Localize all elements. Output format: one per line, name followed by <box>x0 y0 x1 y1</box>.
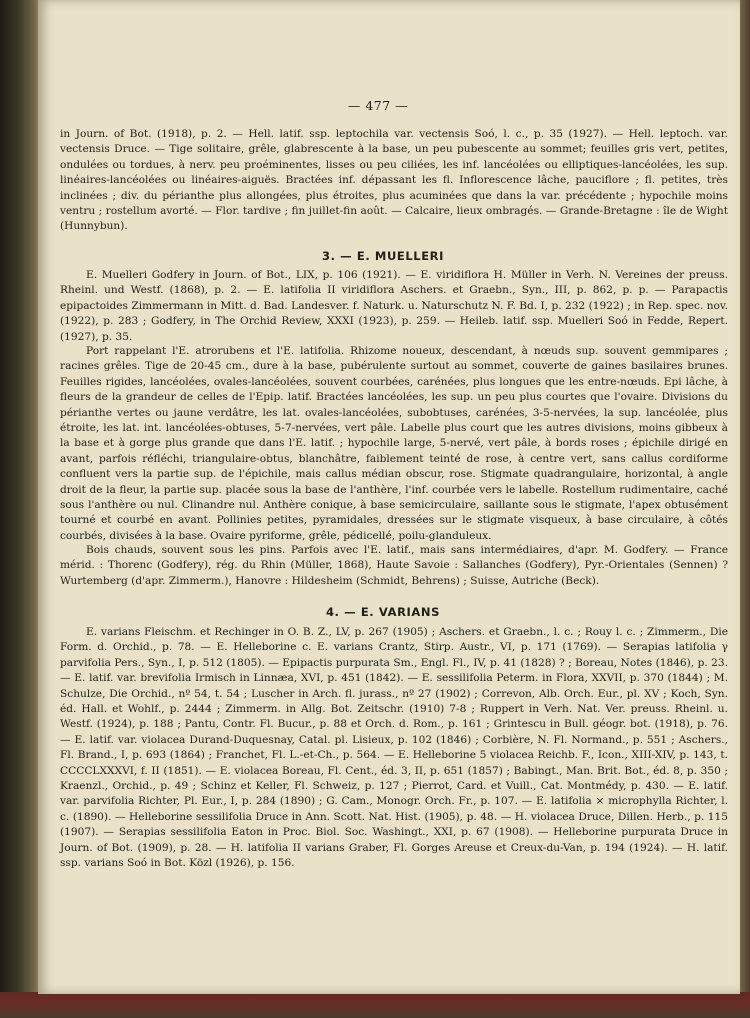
book-page <box>38 0 740 994</box>
section-heading-varians: 4. — E. VARIANS <box>325 605 441 619</box>
muelleri-description-paragraph: Port rappelant l'E. atrorubens et l'E. latifolia. Rhizome noueux, descendant, à nœuds sup. souvent gemmipares ; racines grêles. Tige de 20-45 cm., dure à la base, pubérulente surtout au sommet, couverte de gaines basilaires brunes. Feuilles rigides, lancéolées, ovales-lancéolées, souvent courbées, carénées, plus longues que les entre-nœuds. Epi lâche, à fleurs de la grandeur de celles de l'Epip. latif. Bractées lancéolées, les sup. un peu plus courtes que l'ovaire. Divisions du périanthe vertes ou jaune verdâtre, les lat. ovales-lancéolées, subobtuses, carénées, 3-5-nervées, la sup. lancéolée, plus étroite, les lat. int. lancéolées-obtuses, 5-7-nervées, vert pâle. Labelle plus court que les autres divisions, moins gibbeux à la base et à gorge plus grande que dans l'E. latif. ; hypochile large, 5-nervé, vert pâle, à bords roses ; épichile dirigé en avant, parfois réfléchi, triangulaire-obtus, blanchâtre, faiblement teinté de rose, à centre vert, sans callus cordiforme confluent vers la partie sup. de l'épichile, mais callus médian obscur, rose. Stigmate quadrangulaire, horizontal, à angle droit de la fleur, la partie sup. placée sous la base de l'anthère, l'inf. courbée vers le labelle. Rostellum rudimentaire, caché sous l'anthère ou nul. Clinandre nul. Anthère conique, à base semicirculaire, saillante sous le stigmate, l'apex obtusément tourné et courbé en avant. Pollinies petites, pyramidales, dressées sur le stigmate visqueux, à base circulaire, à côtés courbés, divisées à la base. Ovaire pyriforme, grêle, pédicellé, poilu-glanduleux. <box>60 345 728 542</box>
continuation-paragraph: in Journ. of Bot. (1918), p. 2. — Hell. latif. ssp. leptochila var. vectensis Soó, l. c., p. 35 (1927). — Hell. leptoch. var. vectensis Druce. — Tige solitaire, grêle, glabrescente à la base, un peu pubescente au sommet; feuilles gris vert, petites, ondulées ou tordues, à nerv. peu proéminentes, lisses ou peu ciliées, les inf. lancéolées ou elliptiques-lancéolées, les sup. linéaires-lancéolées ou linéaires-aiguës. Bractées inf. dépassant les fl. Inflorescence lâche, pauciflore ; fl. petites, très inclinées ; div. du périanthe plus allongées, plus étroites, plus acuminées que dans la var. précédente ; hypochile moins ventru ; rostellum avorté. — Flor. tardive ; fin juillet-fin août. — Calcaire, lieux ombragés. — Grande-Bretagne : île de Wight (Hunnybun). <box>60 128 728 233</box>
varians-synonymy-paragraph: E. varians Fleischm. et Rechinger in O. B. Z., LV, p. 267 (1905) ; Aschers. et Graebn., l. c. ; Rouy l. c. ; Zimmerm., Die Form. d. Orchid., p. 78. — E. Helleborine c. E. varians Crantz, Stirp. Austr., VI, p. 171 (1769). — Serapias latifolia γ parvifolia Pers., Syn., I, p. 512 (1805). — Epipactis purpurata Sm., Engl. Fl., IV, p. 41 (1828) ? ; Boreau, Notes (1846), p. 23. — E. latif. var. brevifolia Irmisch in Linnæa, XVI, p. 451 (1842). — E. sessilifolia Peterm. in Flora, XXVII, p. 370 (1844) ; M. Schulze, Die Orchid., nº 54, t. 54 ; Luscher in Arch. fl. jurass., nº 27 (1902) ; Correvon, Alb. Orch. Eur., pl. XV ; Koch, Syn. éd. Hall. et Wohlf., p. 2444 ; Zimmerm. in Allg. Bot. Zeitschr. (1910) 7-8 ; Ruppert in Verh. Nat. Ver. preuss. Rheinl. u. Westf. (1924), p. 188 ; Pantu, Contr. Fl. Bucur., p. 88 et Orch. d. Rom., p. 161 ; Grintescu in Bull. géogr. bot. (1918), p. 76. — E. latif. var. violacea Durand-Duquesnay, Catal. pl. Lisieux, p. 102 (1846) ; Corbière, N. Fl. Normand., p. 551 ; Aschers., Fl. Brand., I, p. 693 (1864) ; Franchet, Fl. L.-et-Ch., p. 564. — E. Helleborine 5 violacea Reichb. F., Icon., XIII-XIV, p. 143, t. CCCCLXXXVI, f. II (1851). — E. violacea Boreau, Fl. Cent., éd. 3, II, p. 651 (1857) ; Babingt., Man. Brit. Bot., éd. 8, p. 350 ; Kraenzl., Orchid., p. 49 ; Schinz et Keller, Fl. Schweiz, p. 127 ; Pierrot, Card. et Vuill., Cat. Montmédy, p. 430. — E. latif. var. parvifolia Richter, Pl. Eur., I, p. 284 (1890) ; G. Cam., Monogr. Orch. Fr., p. 107. — E. latifolia × microphylla Richter, l. c. (1890). — Helleborine sessilifolia Druce in Ann. Scott. Nat. Hist. (1905), p. 48. — H. violacea Druce, Dillen. Herb., p. 115 (1907). — Serapias sessilifolia Eaton in Proc. Biol. Soc. Washingt., XXI, p. 67 (1908). — Helleborine purpurata Druce in Journ. of Bot. (1909), p. 28. — H. latifolia II varians Graber, Fl. Gorges Areuse et Creux-du-Van, p. 194 (1924). — H. latif. ssp. varians Soó in Bot. Közl (1926), p. 156. <box>60 626 728 870</box>
section-heading-muelleri: 3. — E. MUELLERI <box>322 249 444 263</box>
book-cover-edge <box>0 992 750 1018</box>
page-number: — 477 — <box>347 98 409 113</box>
muelleri-distribution-paragraph: Bois chauds, souvent sous les pins. Parfois avec l'E. latif., mais sans intermédiaires, d'apr. M. Godfery. — France mérid. : Thorenc (Godfery), rég. du Rhin (Müller, 1868), Haute Savoie : Sallanches (Godfery), Pyr.-Orientales (Sennen) ? Wurtemberg (d'apr. Zimmerm.), Hanovre : Hildesheim (Schmidt, Behrens) ; Suisse, Autriche (Beck). <box>60 544 728 587</box>
muelleri-synonymy-paragraph: E. Muelleri Godfery in Journ. of Bot., LIX, p. 106 (1921). — E. viridiflora H. Müller in Verh. N. Vereines der preuss. Rheinl. und Westf. (1868), p. 2. — E. latifolia II viridiflora Aschers. et Graebn., Syn., III, p. 862, p. p. — Parapactis epipactoides Zimmermann in Mitt. d. Bad. Landesver. f. Naturk. u. Naturschutz N. F. Bd. I, p. 232 (1922) ; in Rep. spec. nov. (1922), p. 283 ; Godfery, in The Orchid Review, XXXI (1923), p. 259. — Heileb. latif. ssp. Muelleri Soó in Fedde, Repert. (1927), p. 35. <box>60 269 728 343</box>
